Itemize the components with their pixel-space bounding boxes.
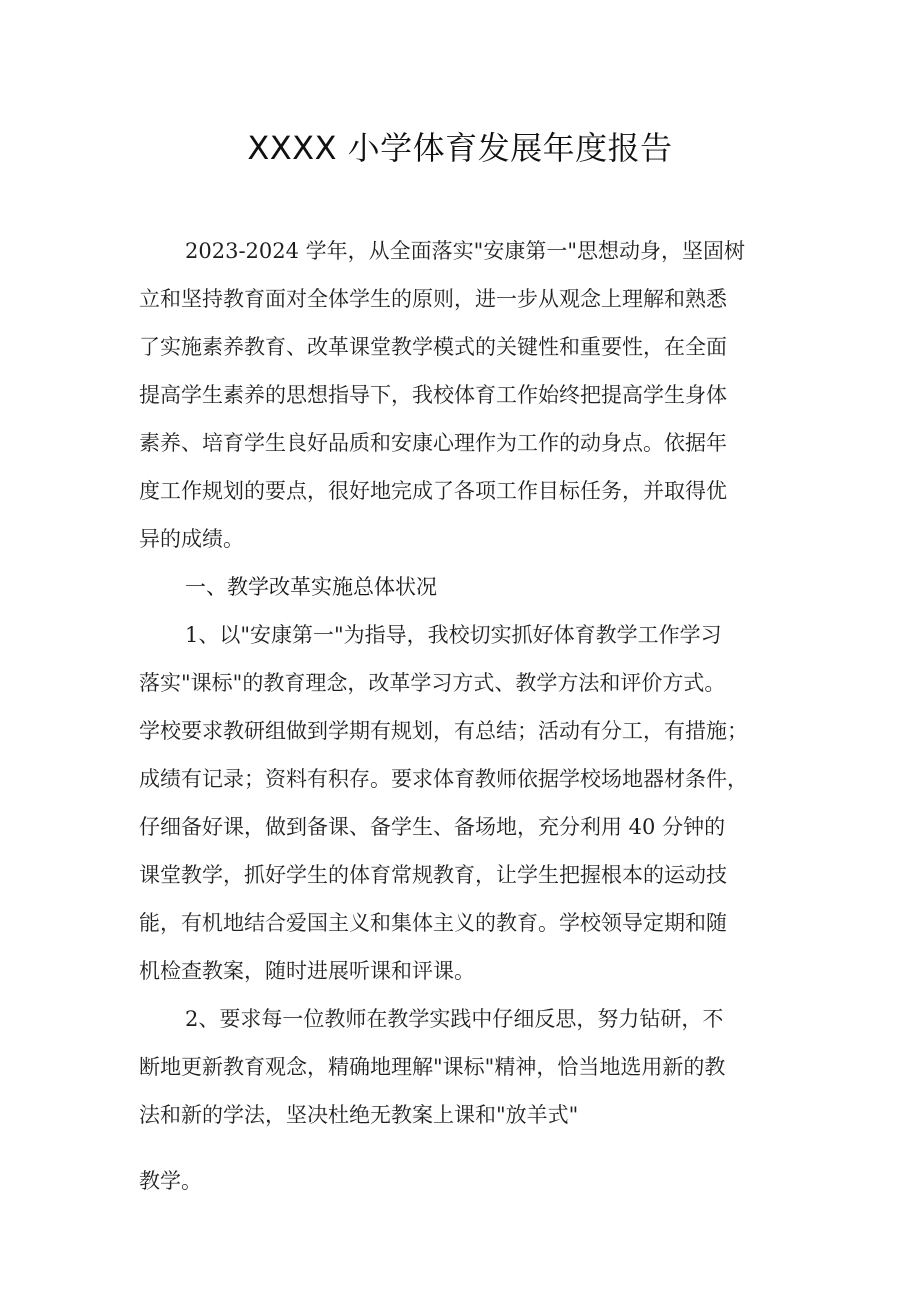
paragraph-line: 机检查教案，随时进展听课和评课。 (139, 959, 475, 983)
paragraph-line: 2023-2024 学年，从全面落实"安康第一"思想动身，坚固树 (185, 239, 745, 263)
paragraph-line: 异的成绩。 (139, 527, 244, 551)
paragraph-2 (139, 611, 784, 995)
paragraph-line: 度工作规划的要点，很好地完成了各项工作目标任务，并取得优 (139, 479, 727, 503)
paragraph-line: 课堂教学，抓好学生的体育常规教育，让学生把握根本的运动技 (139, 863, 727, 887)
page-title: XXXX 小学体育发展年度报告 (247, 129, 673, 167)
paragraph-line: 素养、培育学生良好品质和安康心理作为工作的动身点。依据年 (139, 431, 727, 455)
paragraph-line: 立和坚持教育面对全体学生的原则，进一步从观念上理解和熟悉 (139, 287, 727, 311)
paragraph-line: 学校要求教研组做到学期有规划，有总结；活动有分工，有措施； (139, 719, 748, 743)
paragraph-3 (139, 995, 784, 1139)
paragraph-line: 法和新的学法，坚决杜绝无教案上课和"放羊式" (139, 1103, 579, 1127)
paragraph-line: 成绩有记录；资料有积存。要求体育教师依据学校场地器材条件， (139, 767, 748, 791)
paragraph-1 (139, 227, 784, 563)
paragraph-line: 仔细备好课，做到备课、备学生、备场地，充分利用 40 分钟的 (139, 815, 726, 839)
document-body (139, 227, 784, 1205)
paragraph-line: 断地更新教育观念，精确地理解"课标"精神，恰当地选用新的教 (139, 1055, 726, 1079)
paragraph-line: 1、以"安康第一"为指导，我校切实抓好体育教学工作学习 (185, 623, 722, 647)
paragraph-line: 落实"课标"的教育理念，改革学习方式、教学方法和评价方式。 (139, 671, 726, 695)
paragraph-line: 提高学生素养的思想指导下，我校体育工作始终把提高学生身体 (139, 383, 727, 407)
paragraph-line: 能，有机地结合爱国主义和集体主义的教育。学校领导定期和随 (139, 911, 727, 935)
paragraph-line: 了实施素养教育、改革课堂教学模式的关键性和重要性，在全面 (139, 335, 727, 359)
section-heading: 一、教学改革实施总体状况 (185, 575, 437, 599)
paragraph-line: 2、要求每一位教师在教学实践中仔细反思，努力钻研，不 (185, 1007, 724, 1031)
paragraph-line: 教学。 (139, 1169, 202, 1193)
